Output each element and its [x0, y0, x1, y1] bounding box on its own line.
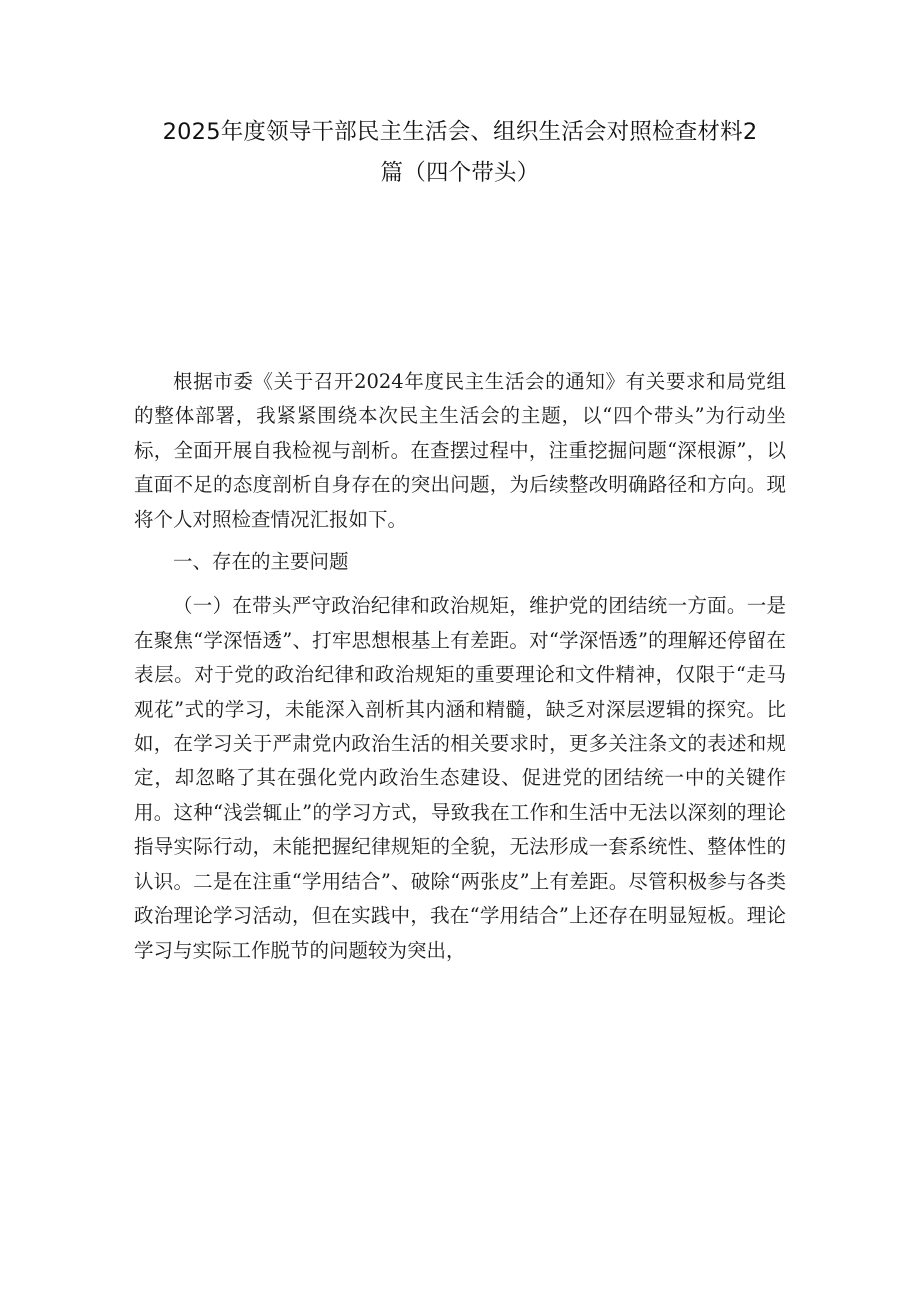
- title-line-2: 篇（四个带头）: [380, 160, 540, 186]
- section-heading: 一、存在的主要问题: [173, 550, 349, 574]
- document-body: [134, 365, 786, 968]
- title-line-1: 2025年度领导干部民主生活会、组织生活会对照检查材料2: [162, 119, 758, 145]
- intro-paragraph: 根据市委《关于召开2024年度民主生活会的通知》有关要求和局党组的整体部署，我紧紧围绕本次民主生活会的主题，以“四个带头”为行动坐标，全面开展自我检视与剖析。在查摆过程中，注重挖掘问题“深根源”，以直面不足的态度剖析自身存在的突出问题，为后续整改明确路径和方向。现将个人对照检查情况汇报如下。: [134, 370, 786, 531]
- document-title: [120, 112, 800, 194]
- section-paragraph: （一）在带头严守政治纪律和政治规矩，维护党的团结统一方面。一是在聚焦“学深悟透”、打牢思想根基上有差距。对“学深悟透”的理解还停留在表层。对于党的政治纪律和政治规矩的重要理论和文件精神，仅限于“走马观花”式的学习，未能深入剖析其内涵和精髓，缺乏对深层逻辑的探究。比如，在学习关于严肃党内政治生活的相关要求时，更多关注条文的表述和规定，却忽略了其在强化党内政治生态建设、促进党的团结统一中的关键作用。这种“浅尝辄止”的学习方式，导致我在工作和生活中无法以深刻的理论指导实际行动，未能把握纪律规矩的全貌，无法形成一套系统性、整体性的认识。二是在注重“学用结合”、破除“两张皮”上有差距。尽管积极参与各类政治理论学习活动，但在实践中，我在“学用结合”上还存在明显短板。理论学习与实际工作脱节的问题较为突出，: [134, 594, 786, 962]
